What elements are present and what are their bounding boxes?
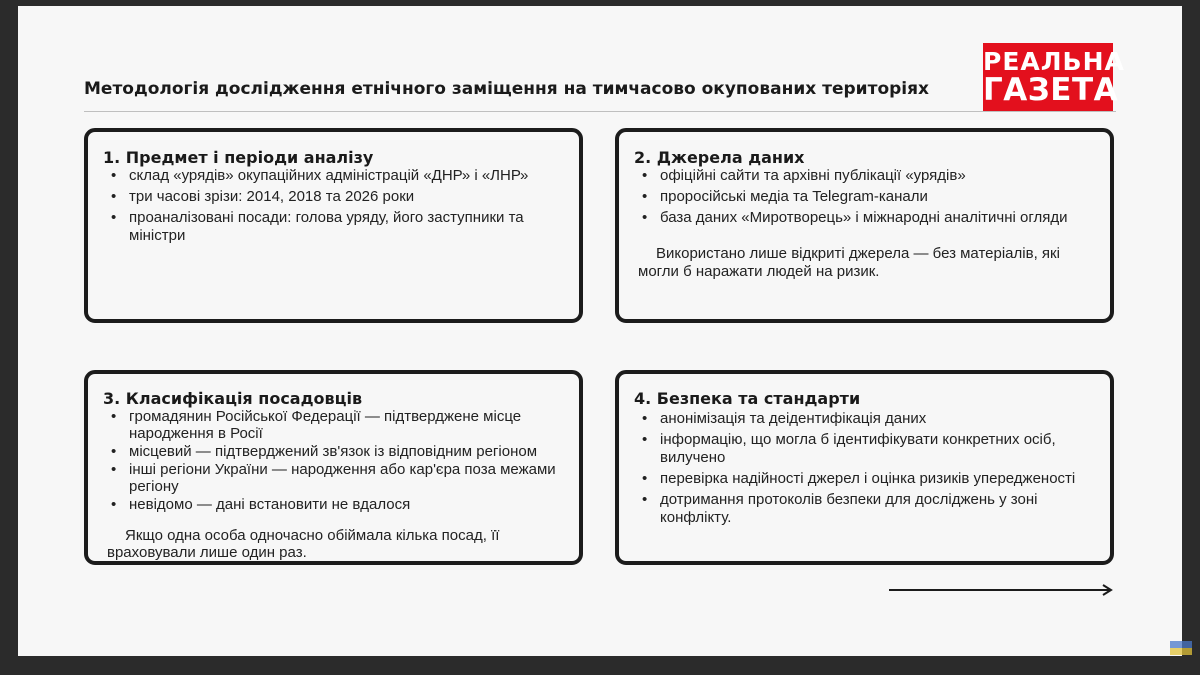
list-item: • невідомо — дані встановити не вдалося — [111, 496, 411, 513]
card-security-standards — [615, 370, 1114, 565]
card-note: Використано лише відкриті джерела — без матеріалів, які могли б наражати людей на ризик. — [638, 245, 1060, 280]
bullet-list — [638, 410, 1098, 530]
list-item: • проросійські медіа та Telegram-канали — [642, 188, 928, 205]
title-divider — [84, 111, 1116, 112]
card-official-classification — [84, 370, 583, 565]
bullet-icon: • — [111, 443, 117, 460]
bullet-icon: • — [111, 167, 117, 184]
bullet-icon: • — [111, 188, 117, 205]
bullet-icon: • — [642, 491, 648, 508]
list-item: • перевірка надійності джерел і оцінка ризиків упередженості — [642, 470, 1076, 487]
arrow-right-icon[interactable] — [889, 583, 1115, 597]
channel-watermark-icon — [1170, 641, 1192, 655]
bullet-icon: • — [111, 496, 117, 513]
list-item: • місцевий — підтверджений зв'язок із відповідним регіоном — [111, 443, 538, 460]
bullet-icon: • — [642, 167, 648, 184]
bullet-icon: • — [642, 410, 648, 427]
list-item: • дотримання протоколів безпеки для досліджень у зоні конфлікту. — [642, 491, 1038, 526]
bullet-icon: • — [111, 408, 117, 425]
list-item: • інформацію, що могла б ідентифікувати конкретних осіб, вилучено — [642, 431, 1056, 466]
card-note: Якщо одна особа одночасно обіймала кілька посад, її враховували лише один раз. — [107, 527, 500, 561]
card-heading: 2. Джерела даних — [634, 148, 805, 167]
bullet-icon: • — [642, 431, 648, 448]
logo-line-1: РЕАЛЬНА — [983, 47, 1125, 76]
list-item: • офіційні сайти та архівні публікації «урядів» — [642, 167, 966, 184]
card-data-sources — [615, 128, 1114, 323]
list-item: • анонімізація та деідентифікація даних — [642, 410, 927, 427]
bullet-icon: • — [111, 209, 117, 226]
bullet-list — [638, 167, 1098, 230]
card-subject-periods — [84, 128, 583, 323]
page-title: Методологія дослідження етнічного заміщення на тимчасово окупованих територіях — [84, 79, 929, 99]
bullet-icon: • — [642, 209, 648, 226]
card-heading: 3. Класифікація посадовців — [103, 389, 363, 408]
card-heading: 1. Предмет і періоди аналізу — [103, 148, 374, 167]
bullet-icon: • — [111, 461, 117, 478]
list-item: • інші регіони України — народження або кар'єра поза межами регіону — [111, 461, 556, 495]
logo-line-2: ГАЗЕТА — [983, 72, 1119, 108]
list-item: • база даних «Миротворець» і міжнародні аналітичні огляди — [642, 209, 1068, 226]
list-item: • три часові зрізи: 2014, 2018 та 2026 роки — [111, 188, 415, 205]
bullet-icon: • — [642, 188, 648, 205]
bullet-list — [107, 167, 567, 248]
bullet-list — [107, 408, 567, 514]
list-item: • склад «урядів» окупаційних адміністрацій «ДНР» і «ЛНР» — [111, 167, 529, 184]
list-item: • громадянин Російської Федерації — підтверджене місце народження в Росії — [111, 408, 522, 442]
bullet-icon: • — [642, 470, 648, 487]
list-item: • проаналізовані посади: голова уряду, його заступники та міністри — [111, 209, 524, 244]
brand-logo — [983, 43, 1125, 111]
card-heading: 4. Безпека та стандарти — [634, 389, 861, 408]
